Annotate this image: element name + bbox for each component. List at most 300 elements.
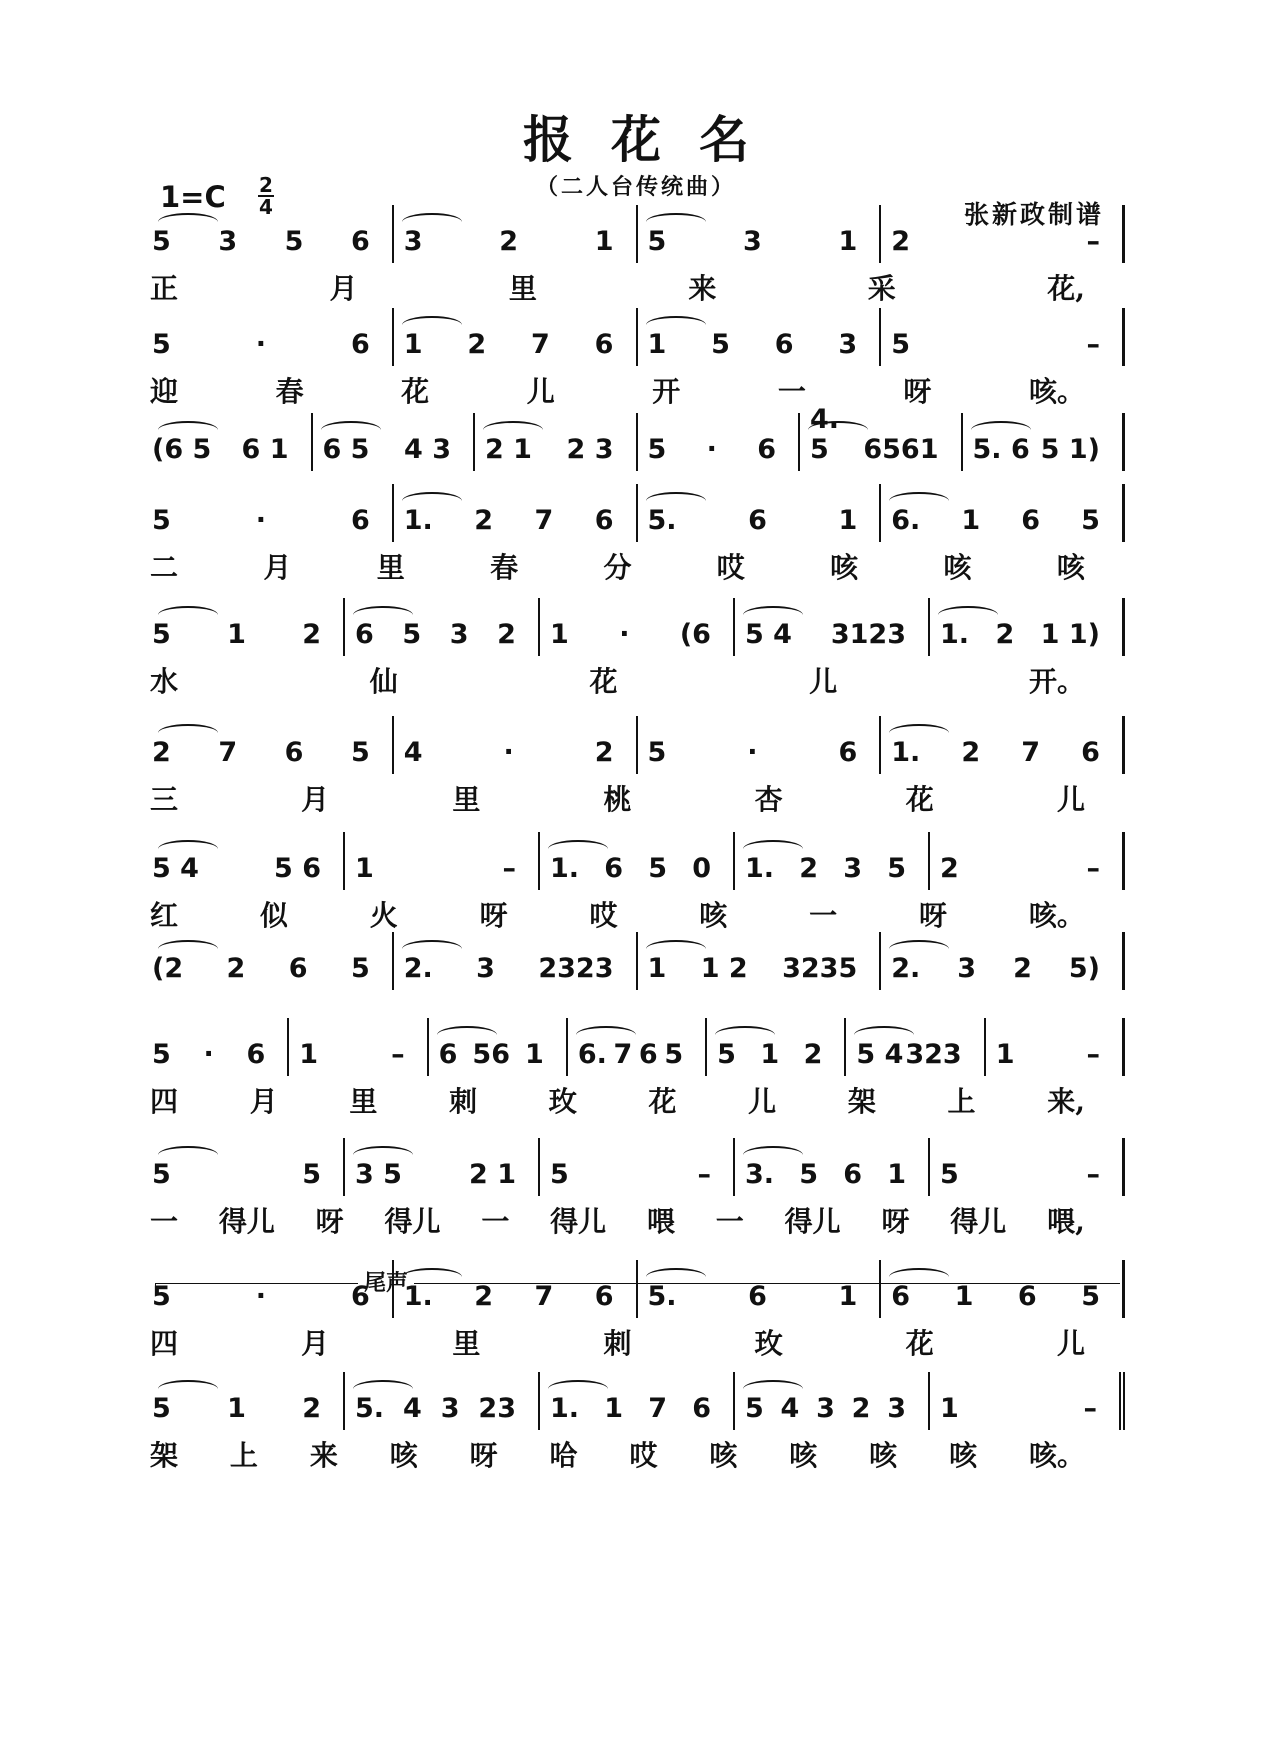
note: 3 <box>957 953 977 984</box>
note: 2 <box>995 619 1015 650</box>
note: 5 <box>402 619 422 650</box>
notes-row <box>150 1372 1125 1430</box>
note: (6 5 <box>152 434 212 465</box>
note: · <box>255 1281 266 1312</box>
lyrics-row <box>150 366 1125 414</box>
score-line <box>150 932 1125 990</box>
lyric-syllable: 月 <box>301 1327 330 1360</box>
lyric-syllable: 咳 <box>869 1439 898 1472</box>
lyric-syllable: 儿 <box>809 665 838 698</box>
slur <box>576 1026 636 1044</box>
note: 5 <box>1081 505 1100 536</box>
measure <box>475 413 638 471</box>
measure <box>638 932 882 990</box>
note: 1. <box>403 1281 433 1312</box>
note: 6. <box>891 505 921 536</box>
note: 5 <box>350 953 370 984</box>
note: 5) <box>1068 953 1100 984</box>
note: 2 <box>474 505 494 536</box>
lyric-syllable: 哎 <box>716 551 745 584</box>
note: 1 <box>940 1393 959 1424</box>
note: 4 3 <box>404 434 451 465</box>
slur <box>743 1380 803 1398</box>
note: 1 <box>838 226 858 257</box>
note: 6 <box>1017 1281 1037 1312</box>
note: 2323 <box>538 953 614 984</box>
note: 6 <box>355 619 374 650</box>
note: – <box>1086 329 1100 360</box>
note: – <box>1086 853 1100 884</box>
note: 6 1 <box>241 434 289 465</box>
note: 5 6 <box>274 853 321 884</box>
slur <box>402 316 462 334</box>
measure <box>345 832 540 890</box>
slur <box>889 492 949 510</box>
measure <box>638 413 801 471</box>
measure <box>345 598 540 656</box>
lyric-syllable: 上 <box>947 1085 976 1118</box>
note: 5 <box>152 226 171 257</box>
measure <box>289 1018 428 1076</box>
lyric-syllable: 来 <box>309 1439 338 1472</box>
note: 5 <box>745 1393 764 1424</box>
note: 1 <box>403 329 423 360</box>
slur <box>158 1380 218 1398</box>
note: · <box>255 505 266 536</box>
lyric-syllable: 哈 <box>549 1439 578 1472</box>
note: 3. <box>745 1159 775 1190</box>
lyric-syllable: 四 <box>150 1327 179 1360</box>
notes-row <box>150 1018 1125 1076</box>
note: 3 <box>887 1393 906 1424</box>
lyrics-row <box>150 774 1125 822</box>
lyric-syllable: 火 <box>369 899 398 932</box>
note: 1. <box>403 505 433 536</box>
lyrics-row <box>150 1430 1125 1478</box>
slur <box>158 606 218 624</box>
measure <box>345 1138 540 1196</box>
lyric-syllable: 开 <box>652 375 681 408</box>
measure <box>150 484 394 542</box>
note: 6 <box>350 1281 370 1312</box>
note: 23 <box>478 1393 516 1424</box>
notes-row <box>150 832 1125 890</box>
slur <box>353 606 413 624</box>
lyric-syllable: 咳。 <box>1028 375 1085 408</box>
lyric-syllable: 分 <box>603 551 632 584</box>
lyric-syllable: 儿 <box>1056 783 1085 816</box>
lyric-syllable: 咳 <box>699 899 728 932</box>
lyrics-row <box>150 1076 1125 1124</box>
measure <box>735 598 930 656</box>
lyric-syllable: 月 <box>263 551 292 584</box>
measure <box>930 832 1125 890</box>
lyric-syllable: 咳 <box>709 1439 738 1472</box>
lyric-syllable: 二 <box>150 551 179 584</box>
notes-row <box>150 404 1125 471</box>
notes-row <box>150 1138 1125 1196</box>
measure <box>638 308 882 366</box>
note: · <box>503 737 514 768</box>
slur <box>743 840 803 858</box>
slur <box>808 421 868 439</box>
score-line <box>150 832 1125 938</box>
measure <box>638 205 882 263</box>
notes-row <box>150 1260 1125 1318</box>
note: 7 <box>648 1393 668 1424</box>
slur <box>158 421 218 439</box>
lyric-syllable: 仙 <box>369 665 398 698</box>
lyric-syllable: 玫 <box>754 1327 783 1360</box>
lyrics-row <box>150 656 1125 704</box>
lyric-syllable: 哎 <box>629 1439 658 1472</box>
lyric-syllable: 正 <box>150 272 179 305</box>
slur <box>715 1026 775 1044</box>
slur <box>437 1026 497 1044</box>
lyric-syllable: 一 <box>481 1205 510 1238</box>
note: 4 <box>403 737 423 768</box>
measure <box>429 1018 568 1076</box>
time-signature-bottom: 4 <box>259 195 273 219</box>
lyric-syllable: 咳 <box>949 1439 978 1472</box>
note: 5 <box>152 1159 171 1190</box>
note: 1. <box>940 619 970 650</box>
score-line <box>150 205 1125 311</box>
measure <box>986 1018 1125 1076</box>
slur <box>646 940 706 958</box>
slur <box>353 1380 413 1398</box>
note: 3 <box>440 1393 460 1424</box>
note: 5 <box>891 329 911 360</box>
note: 5 <box>152 619 171 650</box>
note: 6 <box>594 329 614 360</box>
slur <box>646 213 706 231</box>
note: 6 <box>774 329 794 360</box>
lyric-syllable: 开。 <box>1028 665 1085 698</box>
note: – <box>1086 1159 1100 1190</box>
lyric-syllable: 得儿 <box>218 1205 275 1238</box>
note: 3 <box>476 953 495 984</box>
measure <box>394 716 638 774</box>
note: 1. <box>891 737 921 768</box>
slur <box>402 940 462 958</box>
note: 6 <box>838 737 858 768</box>
note: 6 <box>843 1159 863 1190</box>
note: 1 2 <box>700 953 748 984</box>
lyric-syllable: 喂, <box>1047 1205 1085 1238</box>
lyric-syllable: 里 <box>452 1327 481 1360</box>
lyric-syllable: 春 <box>490 551 519 584</box>
note: 1 <box>227 619 246 650</box>
note: 6 <box>284 737 304 768</box>
note: 2 <box>940 853 959 884</box>
note: 1 <box>887 1159 906 1190</box>
lyric-syllable: 花 <box>905 1327 934 1360</box>
measure <box>881 716 1125 774</box>
note: 56 <box>472 1039 510 1070</box>
note: 3 <box>218 226 238 257</box>
lyric-syllable: 呀 <box>881 1205 910 1238</box>
note: 3 <box>403 226 423 257</box>
slur <box>889 940 949 958</box>
note: 1 <box>604 1393 624 1424</box>
note: 5 <box>1081 1281 1100 1312</box>
measure <box>540 598 735 656</box>
slur <box>889 724 949 742</box>
lyric-syllable: 三 <box>150 783 179 816</box>
note: 5 <box>940 1159 959 1190</box>
note: – <box>391 1039 405 1070</box>
note: 4. 5 <box>810 404 840 465</box>
note: 6 <box>757 434 776 465</box>
note: 7 <box>531 329 550 360</box>
lyric-syllable: 咳 <box>1056 551 1085 584</box>
measure <box>540 1138 735 1196</box>
coda-label: 尾声 <box>358 1266 414 1297</box>
note: 1 <box>227 1393 246 1424</box>
measure <box>345 1372 540 1430</box>
note: · <box>255 329 266 360</box>
measure <box>150 308 394 366</box>
lyrics-row <box>150 1318 1125 1366</box>
lyric-syllable: 红 <box>150 899 179 932</box>
time-signature-top: 2 <box>259 173 273 197</box>
measure <box>394 1260 638 1318</box>
score-line <box>150 404 1125 471</box>
lyric-syllable: 咳 <box>789 1439 818 1472</box>
note: 2 <box>302 1393 321 1424</box>
slur <box>158 1146 218 1164</box>
measure <box>930 1138 1125 1196</box>
lyric-syllable: 里 <box>349 1085 378 1118</box>
lyric-syllable: 来 <box>688 272 717 305</box>
note: 5 <box>647 226 667 257</box>
measure <box>150 205 394 263</box>
note: 2 <box>594 737 614 768</box>
measure <box>394 308 638 366</box>
measure <box>638 484 882 542</box>
lyric-syllable: 喂 <box>646 1205 675 1238</box>
song-subtitle: （二人台传统曲） <box>535 174 736 200</box>
slur <box>646 492 706 510</box>
notes-row <box>150 205 1125 263</box>
measure <box>150 1260 394 1318</box>
slur <box>938 606 998 624</box>
lyric-syllable: 咳 <box>943 551 972 584</box>
slur <box>971 421 1031 439</box>
slur <box>743 1146 803 1164</box>
note: – <box>1083 1393 1097 1424</box>
note: 2 1 <box>485 434 532 465</box>
note: 5 <box>664 1039 684 1070</box>
score-line <box>150 484 1125 590</box>
note: 3 <box>449 619 469 650</box>
measure <box>638 716 882 774</box>
note: 1 <box>995 1039 1015 1070</box>
note: 2 <box>799 853 819 884</box>
note: 1. <box>550 1393 580 1424</box>
note: 1. <box>745 853 775 884</box>
measure <box>881 932 1125 990</box>
measure <box>800 404 963 471</box>
note: 5 4 <box>745 619 792 650</box>
measure <box>150 598 345 656</box>
note: 2 <box>226 953 246 984</box>
song-title: 报花名 <box>523 110 787 169</box>
measure <box>150 413 313 471</box>
lyric-syllable: 来, <box>1047 1085 1085 1118</box>
lyric-syllable: 呀 <box>479 899 508 932</box>
measure <box>150 932 394 990</box>
measure <box>150 1138 345 1196</box>
note: – <box>1086 1039 1100 1070</box>
measure <box>568 1018 707 1076</box>
note: 2 1 <box>469 1159 516 1190</box>
lyric-syllable: 咳。 <box>1028 899 1085 932</box>
note: 5 1) <box>1040 434 1100 465</box>
lyric-syllable: 四 <box>150 1085 179 1118</box>
lyric-syllable: 儿 <box>1056 1327 1085 1360</box>
note: 5 <box>284 226 304 257</box>
lyric-syllable: 里 <box>376 551 405 584</box>
notes-row <box>150 484 1125 542</box>
note: 2 <box>302 619 321 650</box>
note: 5 <box>550 1159 569 1190</box>
note: 323 <box>905 1039 962 1070</box>
lyric-syllable: 一 <box>777 375 806 408</box>
note: 1 1) <box>1040 619 1100 650</box>
note: 5 4 <box>152 853 199 884</box>
measure <box>963 413 1126 471</box>
slur <box>402 492 462 510</box>
note: 5 <box>152 505 171 536</box>
note: 2 <box>1013 953 1032 984</box>
slur <box>158 213 218 231</box>
measure <box>846 1018 985 1076</box>
note: 6 <box>748 1281 767 1312</box>
note: 5 <box>647 434 667 465</box>
measure <box>150 1372 345 1430</box>
measure <box>881 484 1125 542</box>
note: 5. <box>647 1281 677 1312</box>
measure <box>881 1260 1125 1318</box>
note: 6 <box>594 1281 614 1312</box>
note: 2. <box>403 953 433 984</box>
lyric-syllable: 哎 <box>589 899 618 932</box>
note: 1 <box>954 1281 974 1312</box>
measure <box>150 716 394 774</box>
lyric-syllable: 咳 <box>389 1439 418 1472</box>
note: 5 <box>302 1159 321 1190</box>
measure <box>313 413 476 471</box>
note: 1 <box>299 1039 319 1070</box>
measure <box>150 832 345 890</box>
score-line <box>150 598 1125 704</box>
note: 5 <box>647 737 667 768</box>
slur <box>743 606 803 624</box>
lyric-syllable: 月 <box>249 1085 278 1118</box>
note: 3 <box>838 329 858 360</box>
score-line <box>150 308 1125 414</box>
lyric-syllable: 一 <box>715 1205 744 1238</box>
note: 4 <box>402 1393 422 1424</box>
note: 1 <box>838 505 858 536</box>
note: 6 5 <box>322 434 370 465</box>
note: 1 <box>647 329 667 360</box>
notes-row <box>150 308 1125 366</box>
lyric-syllable: 月 <box>329 272 358 305</box>
lyrics-row <box>150 890 1125 938</box>
lyric-syllable: 花 <box>401 375 430 408</box>
note: 2 <box>961 737 981 768</box>
slur <box>158 840 218 858</box>
note: 7 <box>1021 737 1041 768</box>
note: · <box>747 737 758 768</box>
lyric-syllable: 刺 <box>603 1327 632 1360</box>
note: 5 <box>152 1393 171 1424</box>
note: 2 <box>803 1039 823 1070</box>
note: – <box>1086 226 1100 257</box>
note: 5 <box>711 329 730 360</box>
note: 5 <box>648 853 668 884</box>
note: 1 <box>760 1039 780 1070</box>
note: – <box>502 853 516 884</box>
note: 7 <box>534 1281 554 1312</box>
note: 2 3 <box>566 434 614 465</box>
score-line <box>150 716 1125 822</box>
lyric-syllable: 儿 <box>526 375 555 408</box>
score-line <box>150 1260 1125 1366</box>
measure <box>394 205 638 263</box>
note: 5. <box>647 505 677 536</box>
measure <box>735 1372 930 1430</box>
notes-row <box>150 932 1125 990</box>
measure <box>540 1372 735 1430</box>
note: 5 <box>717 1039 736 1070</box>
note: 6 <box>604 853 624 884</box>
note: 6 <box>594 505 614 536</box>
note: 4 <box>780 1393 800 1424</box>
note: 3 <box>843 853 863 884</box>
lyric-syllable: 呀 <box>315 1205 344 1238</box>
lyrics-row <box>150 542 1125 590</box>
note: 3235 <box>782 953 858 984</box>
slur <box>353 1146 413 1164</box>
note: 5. 6 <box>972 434 1030 465</box>
note: · <box>706 434 717 465</box>
note: 6561 <box>863 434 939 465</box>
note: 5 <box>152 1039 171 1070</box>
note: 1 <box>355 853 374 884</box>
lyric-syllable: 得儿 <box>550 1205 607 1238</box>
slur <box>548 840 608 858</box>
lyric-syllable: 刺 <box>449 1085 478 1118</box>
lyric-syllable: 一 <box>150 1205 179 1238</box>
note: 2 <box>499 226 519 257</box>
note: 6 <box>638 1039 658 1070</box>
lyric-syllable: 咳 <box>830 551 859 584</box>
lyric-syllable: 呀 <box>919 899 948 932</box>
key-signature: 1=C <box>160 180 226 214</box>
note: 6 <box>891 1281 911 1312</box>
note: 1. <box>550 853 580 884</box>
note: 7 <box>534 505 554 536</box>
note: 1 <box>838 1281 858 1312</box>
lyric-syllable: 得儿 <box>784 1205 841 1238</box>
lyric-syllable: 春 <box>275 375 304 408</box>
lyric-syllable: 花 <box>905 783 934 816</box>
lyric-syllable: 架 <box>150 1439 179 1472</box>
